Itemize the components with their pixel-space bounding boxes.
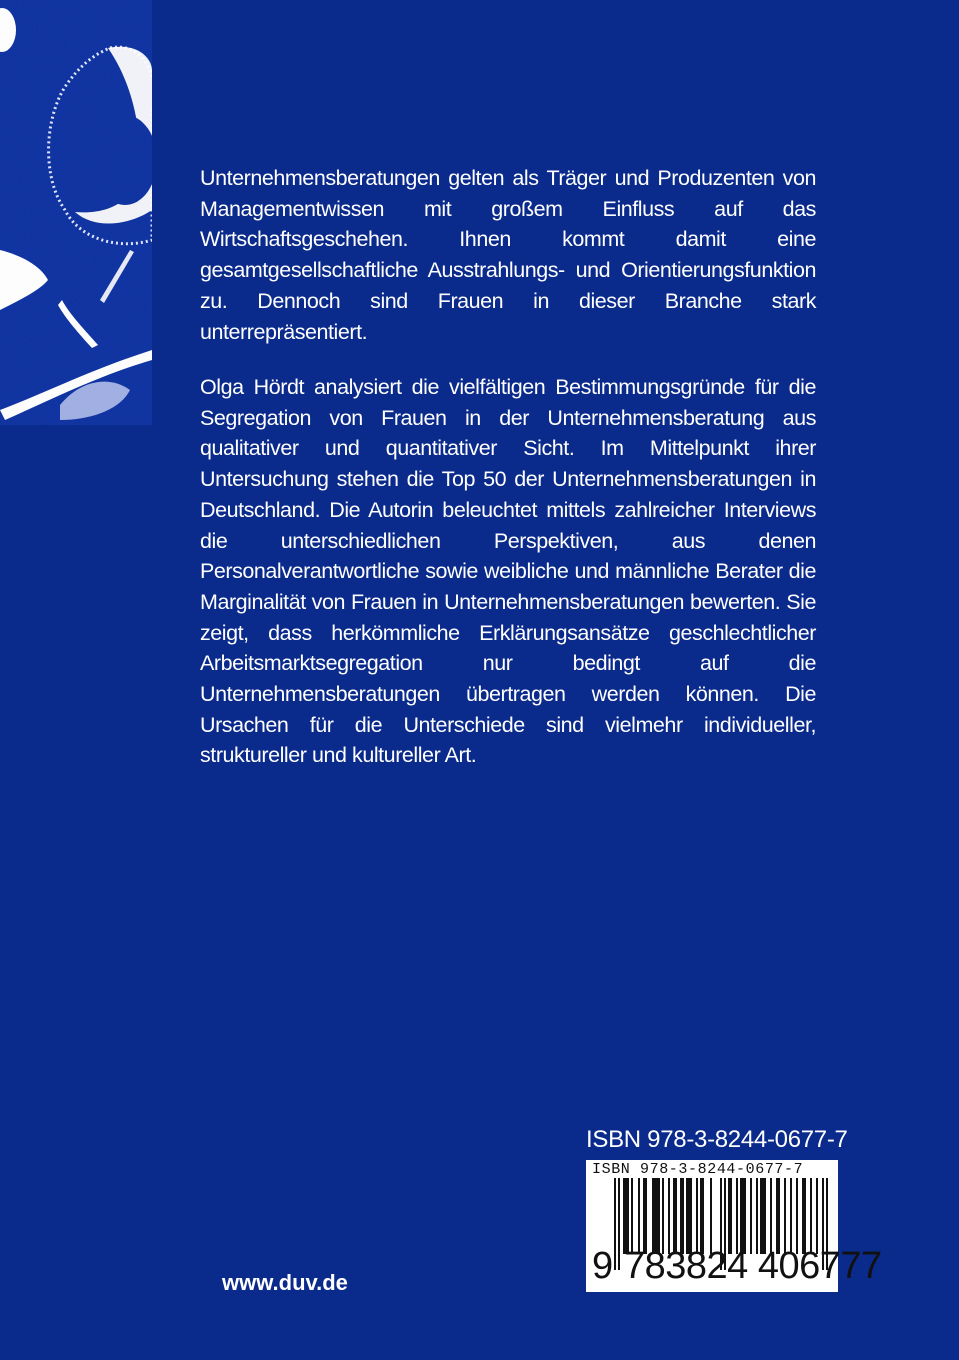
barcode-isbn-text: ISBN 978-3-8244-0677-7 <box>592 1161 804 1178</box>
halftone-photo-icon <box>0 0 152 425</box>
ean-remaining-digits: 783824 406777 <box>624 1245 882 1287</box>
publisher-url: www.duv.de <box>222 1270 348 1295</box>
isbn-label: ISBN 978-3-8244-0677-7 <box>586 1126 848 1153</box>
barcode <box>586 1160 882 1292</box>
ean-digits <box>592 1245 882 1288</box>
blurb-text-1: Unternehmensberatungen gelten als Träger und Produzenten von Managementwissen mit großem Einfluss auf das Wirtschaftsgeschehen. Ihnen kommt damit eine gesamtgesellschaftliche Ausstrahlungs- und Orientierungsfunktion zu. Dennoch sind Frauen in dieser Branche stark unterrepräsentiert. <box>200 166 816 344</box>
ean-first-digit: 9 <box>592 1245 613 1287</box>
blurb-text-2: Olga Hördt analysiert die vielfältigen Bestimmungsgründe für die Segregation von Frauen in der Unternehmensberatung aus qualitativer und quantitativer Sicht. Im Mittelpunkt ihrer Untersuchung stehen die Top 50 der Unternehmensberatungen in Deutschland. Die Autorin beleuchtet mittels zahlreicher Interviews die unterschiedlichen Perspektiven, aus denen Personalverantwortliche sowie weibliche und männliche Berater die Marginalität von Frauen in Unternehmensberatungen bewerten. Sie zeigt, dass herkömmliche Erklärungsansätze geschlechtlicher Arbeitsmarktsegregation nur bedingt auf die Unternehmensberatungen übertragen werden können. Die Ursachen für die Unterschiede sind vielmehr individueller, struktureller und kultureller Art. <box>200 375 816 768</box>
blurb-paragraph-1 <box>200 163 816 347</box>
cover-photo <box>0 0 152 425</box>
blurb-paragraph-2 <box>200 372 816 771</box>
